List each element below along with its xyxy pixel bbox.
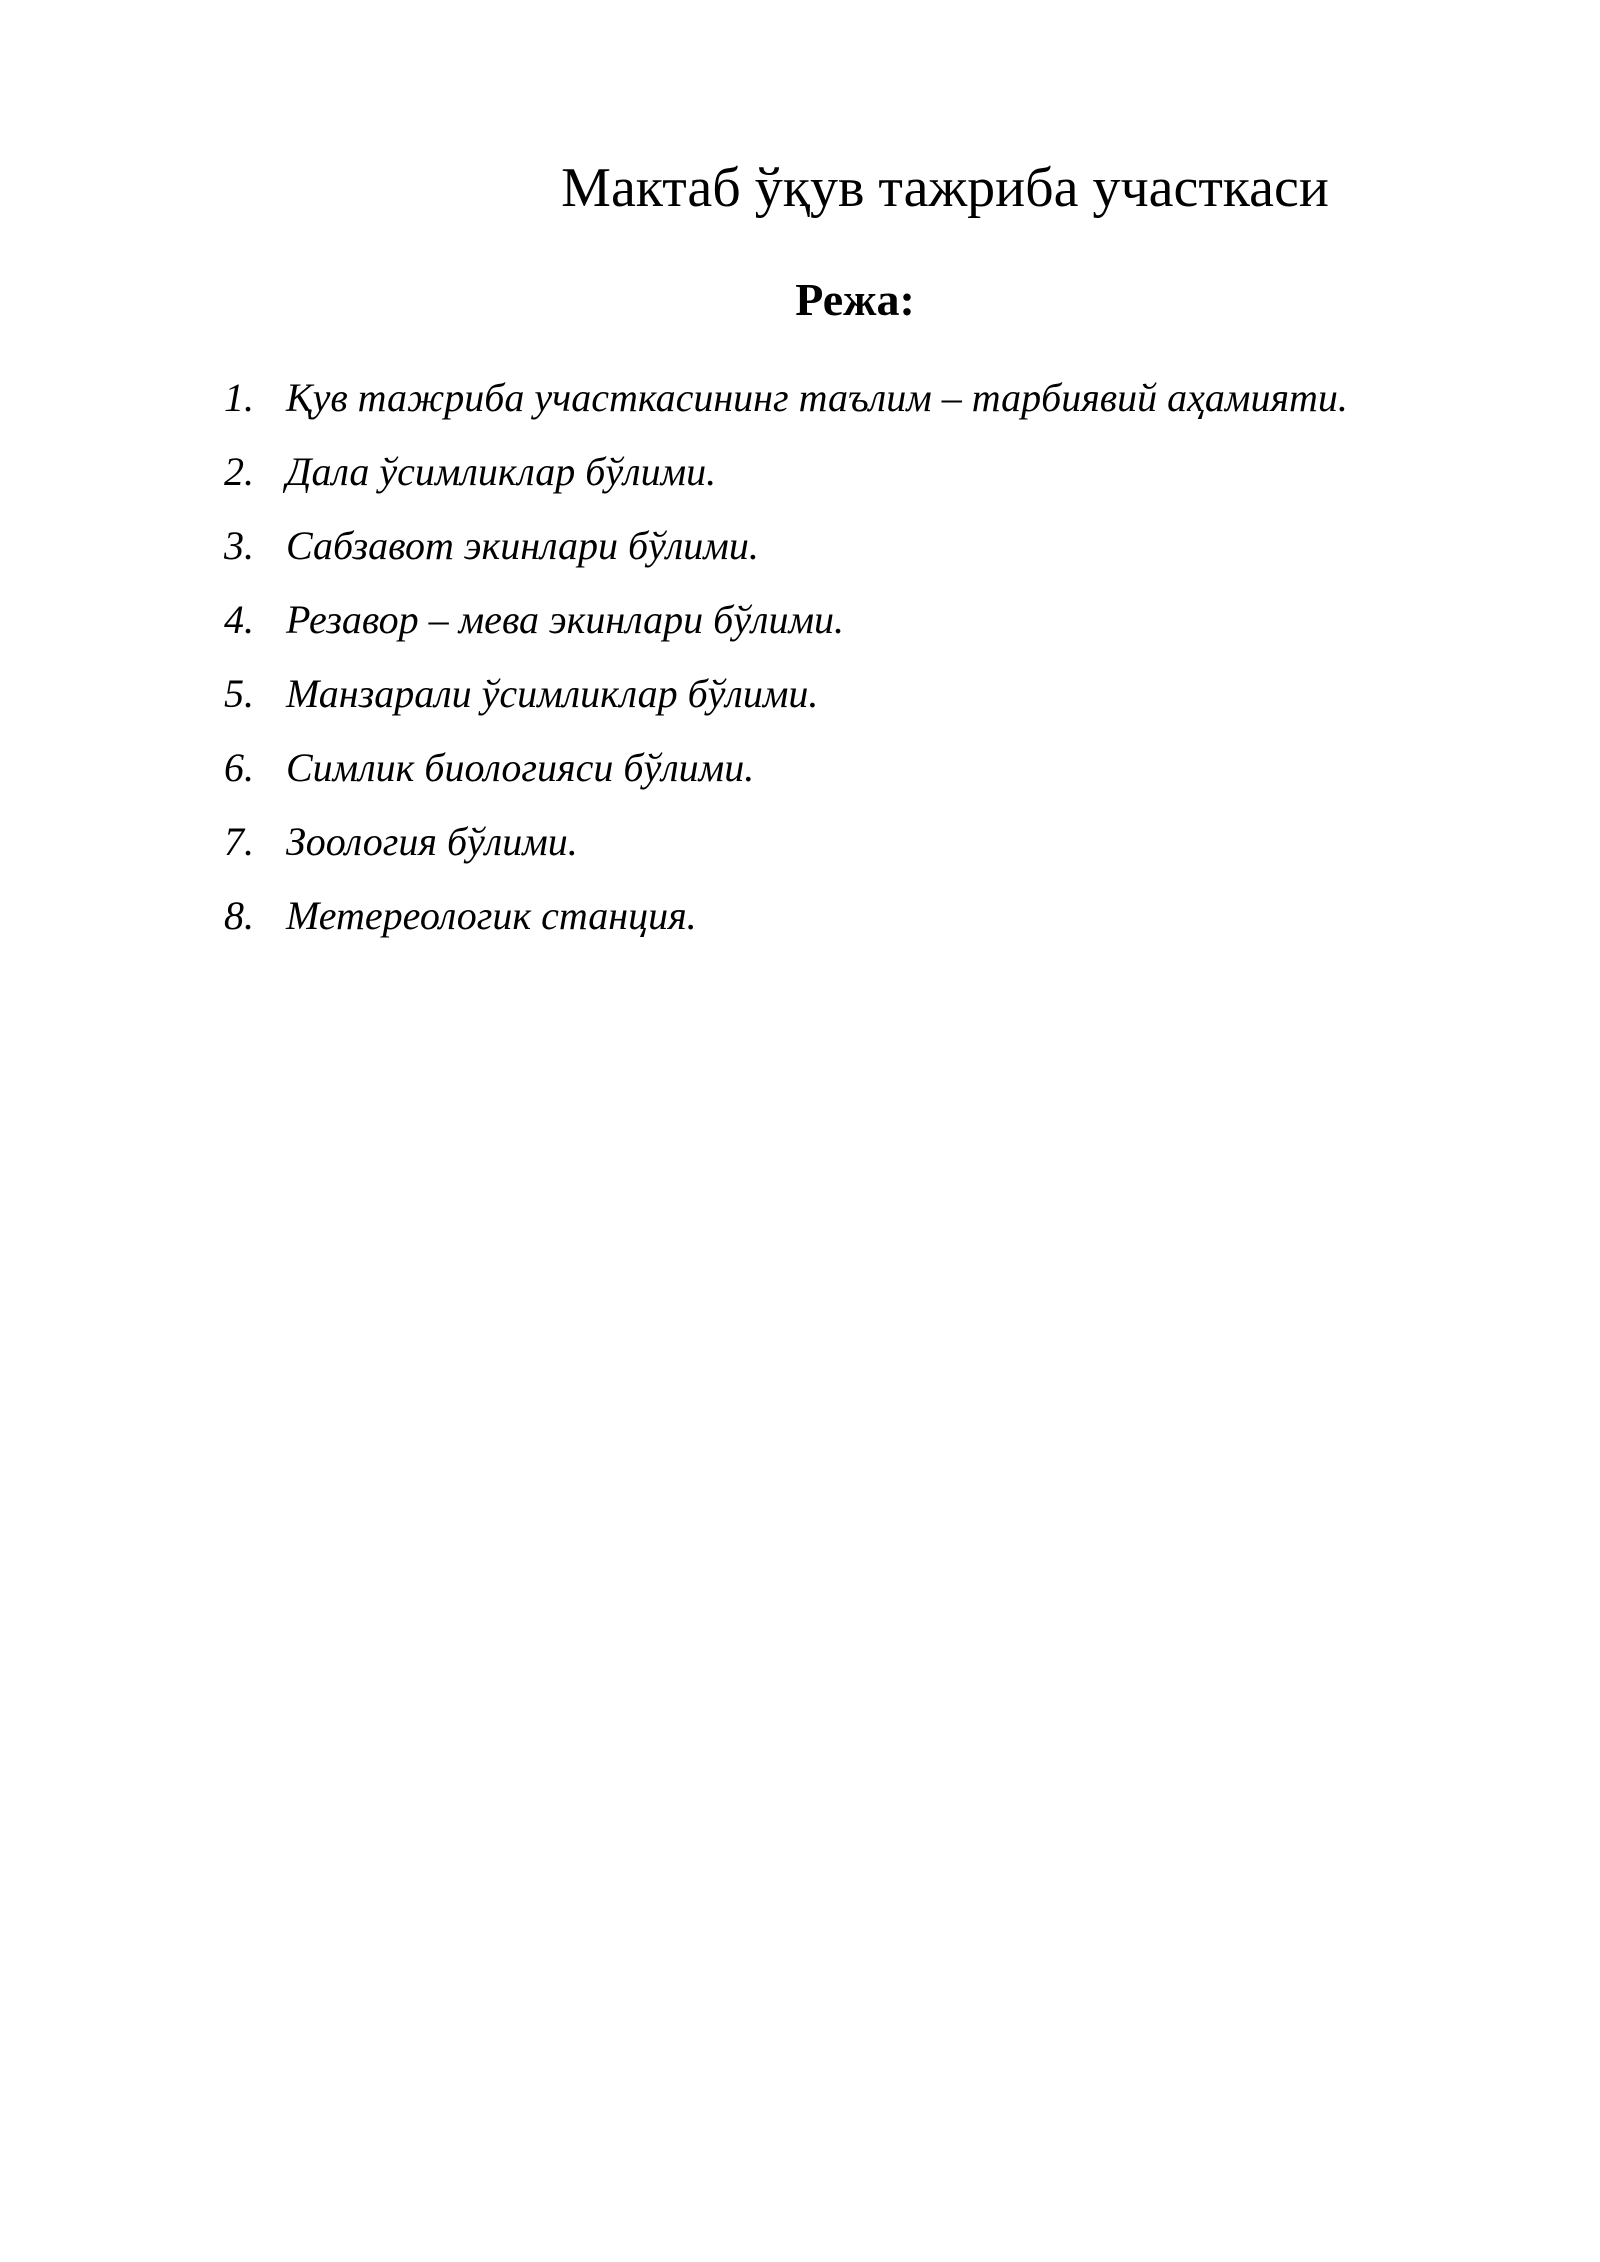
plan-item-6 xyxy=(224,738,1348,812)
plan-item-3 xyxy=(224,516,1348,590)
plan-item-7 xyxy=(224,812,1348,886)
plan-item-1 xyxy=(224,368,1348,442)
plan-item-4 xyxy=(224,590,1348,664)
plan-item-text: Манзарали ўсимликлар бўлими. xyxy=(286,671,819,716)
plan-item-number: 5. xyxy=(224,671,254,716)
plan-item-text: Дала ўсимликлар бўлими. xyxy=(286,449,717,494)
plan-item-number: 1. xyxy=(224,375,254,420)
plan-item-number: 6. xyxy=(224,745,254,790)
plan-item-number: 7. xyxy=(224,819,254,864)
plan-item-text: Сабзавот экинлари бўлими. xyxy=(286,523,759,568)
plan-item-number: 3. xyxy=(224,523,254,568)
plan-item-text: Қув тажриба участкасининг таълим – тарбиявий аҳамияти. xyxy=(286,375,1348,420)
plan-item-text: Зоология бўлими. xyxy=(286,819,578,864)
plan-item-number: 4. xyxy=(224,597,254,642)
plan-heading: Режа: xyxy=(795,274,915,325)
plan-item-number: 8. xyxy=(224,893,254,938)
plan-item-number: 2. xyxy=(224,449,254,494)
page-title: Мактаб ўқув тажриба участкаси xyxy=(561,157,1329,219)
plan-item-text: Метереологик станция. xyxy=(286,893,697,938)
plan-item-8 xyxy=(224,886,1348,960)
plan-item-text: Симлик биологияси бўлими. xyxy=(286,745,755,790)
plan-item-2 xyxy=(224,442,1348,516)
plan-item-5 xyxy=(224,664,1348,738)
plan-item-text: Резавор – мева экинлари бўлими. xyxy=(286,597,844,642)
plan-list xyxy=(224,368,1348,960)
